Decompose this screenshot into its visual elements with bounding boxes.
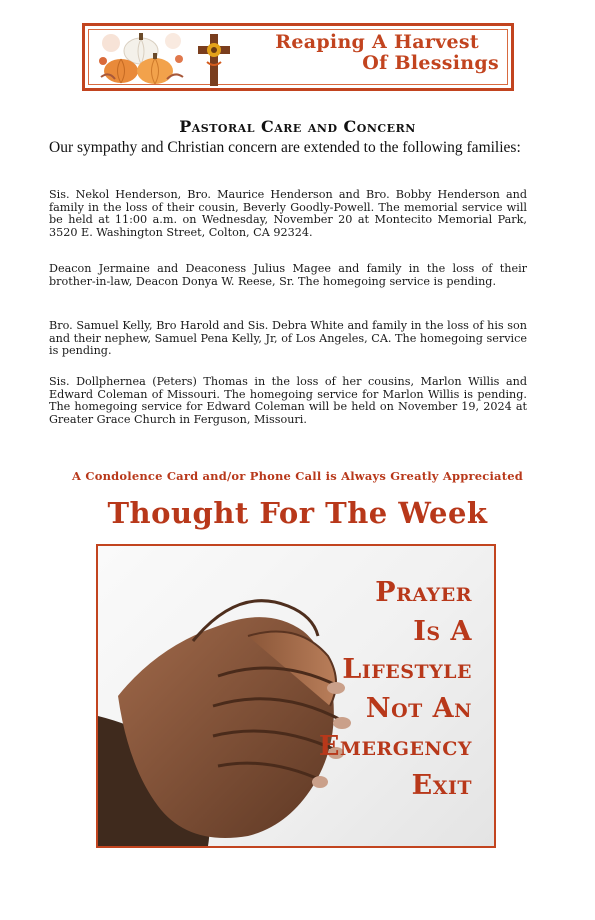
quote-line-3: Lifestyle [342,654,472,685]
banner-title-line-2: Of Blessings [362,52,499,74]
thought-heading: Thought For The Week [107,496,488,530]
quote-line-4: Not An [365,692,472,724]
quote-line-1: Prayer [375,577,472,608]
section-heading: Pastoral Care and Concern [179,117,416,136]
quote-line-6: Exit [411,769,472,801]
quote-text [319,574,472,805]
family-notice-1: Sis. Nekol Henderson, Bro. Maurice Henderson and Bro. Bobby Henderson and family in the loss of their cousin, Beverly Goodly-Powell. The memorial service will be held at 11:00 a.m. on Wednesday, November 20 at Montecito Memorial Park, 3520 E. Washington Street, Colton, CA 92324. [49,188,527,239]
family-notice-2: Deacon Jermaine and Deaconess Julius Magee and family in the loss of their brother-in-law, Deacon Donya W. Reese, Sr. The homegoing service is pending. [49,262,527,288]
quote-line-2: Is A [413,615,472,647]
family-notice-4: Sis. Dollphernea (Peters) Thomas in the loss of her cousins, Marlon Willis and Edward Coleman of Missouri. The homegoing service for Marlon Willis is pending. The homegoing service for Edward Coleman will be held on November 19, 2024 at Greater Grace Church in Ferguson, Missouri. [49,375,527,426]
header-banner [82,23,514,91]
prayer-image-frame [96,544,496,848]
quote-line-5: Emergency [318,731,472,762]
family-notice-3: Bro. Samuel Kelly, Bro Harold and Sis. Debra White and family in the loss of his son and their nephew, Samuel Pena Kelly, Jr, of Los Angeles, CA. The homegoing service is pending. [49,319,527,358]
condolence-note: A Condolence Card and/or Phone Call is Always Greatly Appreciated [72,469,523,483]
banner-title-line-1: Reaping A Harvest [275,31,479,53]
intro-text: Our sympathy and Christian concern are extended to the following families: [49,139,521,156]
cross-icon [195,32,233,88]
pumpkins-image [95,29,187,87]
banner-title [235,32,505,74]
